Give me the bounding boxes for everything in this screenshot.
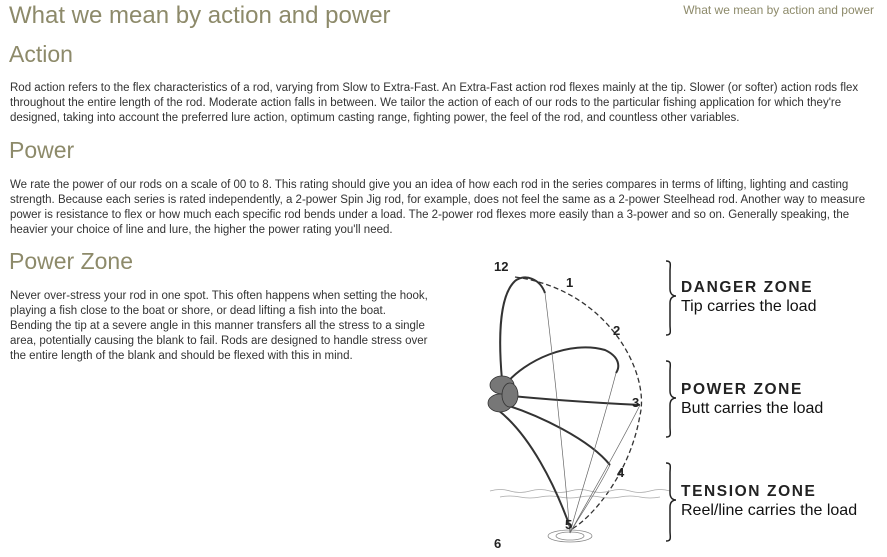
page-title: What we mean by action and power bbox=[9, 2, 391, 29]
danger-zone-title: DANGER ZONE bbox=[681, 279, 814, 296]
action-paragraph: Rod action refers to the flex characteristics of a rod, varying from Slow to Extra-Fast. An Extra-Fast action rod flexes mainly at the tip. Slower (or softer) action rods flex throughout the entire length of the rod. Moderate action falls in between. We tailor the action of each of our rods to the particular fishing application for which they're designed, taking into account the preferred lure action, optimum casting range, fighting power, the feel of the rod, and countless other variables. bbox=[10, 82, 859, 124]
clock-label-12: 12 bbox=[494, 259, 509, 274]
power-heading: Power bbox=[9, 137, 75, 163]
clock-label-6: 6 bbox=[494, 536, 502, 551]
tension-zone-label bbox=[681, 483, 857, 521]
tension-zone-subtitle: Reel/line carries the load bbox=[681, 502, 858, 519]
clock-label-4: 4 bbox=[617, 465, 625, 480]
action-heading: Action bbox=[9, 41, 73, 67]
danger-zone-subtitle: Tip carries the load bbox=[681, 298, 817, 315]
breadcrumb-link[interactable]: What we mean by action and power bbox=[683, 3, 874, 17]
clock-label-5: 5 bbox=[565, 517, 573, 532]
clock-label-3: 3 bbox=[632, 395, 640, 410]
clock-label-2: 2 bbox=[613, 323, 621, 338]
power-zone-subtitle: Butt carries the load bbox=[681, 400, 824, 417]
zone-brackets bbox=[666, 261, 676, 541]
tension-zone-title: TENSION ZONE bbox=[681, 483, 817, 500]
danger-zone-label bbox=[681, 279, 816, 317]
power-zone-label bbox=[681, 381, 823, 419]
power-zone-paragraph: Never over-stress your rod in one spot. This often happens when setting the hook, playing a fish close to the boat or shore, or dead lifting a fish into the boat. Bending the tip at a severe angle in this manner transfers all the stress to a single area, potentially causing the blank to fail. Rods are designed to handle stress over the entire length of the blank and should be flexed with this in mind. bbox=[10, 290, 428, 362]
power-zone-title: POWER ZONE bbox=[681, 381, 803, 398]
clock-label-1: 1 bbox=[566, 275, 574, 290]
power-paragraph: We rate the power of our rods on a scale of 00 to 8. This rating should give you an idea of how each rod in the series compares in terms of lifting, lighting and casting strength. Because each series is rated independently, a 2-power Spin Jig rod, for example, does not feel the same as a 2-power Steelhead rod. Another way to measure power is resistance to flex or how much each specific rod bends under a load. The 2-power rod flexes more easily than a 3-power and so on. Generally speaking, the heavier your choice of line and lure, the higher the power rating you'll need. bbox=[10, 179, 866, 236]
power-zone-heading: Power Zone bbox=[9, 248, 134, 274]
